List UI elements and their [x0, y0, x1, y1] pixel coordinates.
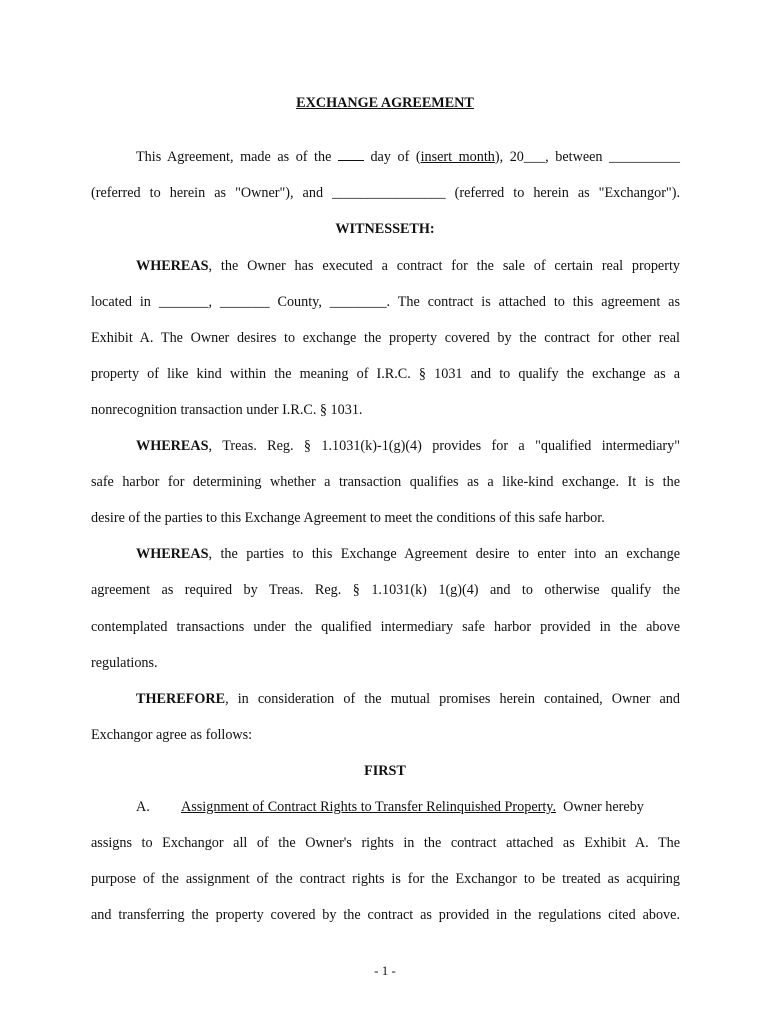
- therefore-line-1: [136, 689, 680, 709]
- whereas-2-line-1: [136, 436, 680, 456]
- section-a-line-3: purpose of the assignment of the contract rights is for the Exchangor to be treated as acquiring: [91, 871, 680, 887]
- therefore-keyword: THEREFORE: [136, 691, 226, 707]
- section-a-line-2: assigns to Exchangor all of the Owner's rights in the contract attached as Exhibit A. The: [91, 835, 680, 851]
- intro-text: day of (: [363, 149, 421, 165]
- whereas-text: , Treas. Reg. § 1.1031(k)-1(g)(4) provides for a "qualified intermediary": [208, 438, 680, 454]
- whereas-keyword: WHEREAS: [136, 438, 209, 454]
- witnesseth-heading: WITNESSETH:: [335, 221, 435, 237]
- day-blank: [338, 148, 364, 161]
- intro-line-2: (referred to herein as "Owner"), and ________________ (referred to herein as "Exchangor").: [91, 185, 680, 201]
- first-heading: FIRST: [364, 763, 406, 779]
- whereas-1-line-3: Exhibit A. The Owner desires to exchange the property covered by the contract for other real: [91, 330, 680, 346]
- section-a-number: A.: [136, 799, 150, 815]
- page-number: - 1 -: [374, 963, 396, 978]
- insert-month-placeholder: insert month: [420, 149, 495, 165]
- document-title: EXCHANGE AGREEMENT: [296, 95, 474, 111]
- whereas-text: , the parties to this Exchange Agreement desire to enter into an exchange: [208, 546, 680, 562]
- section-a-line-1: [136, 797, 680, 817]
- whereas-keyword: WHEREAS: [136, 546, 209, 562]
- intro-text: ), 20___, between __________: [494, 149, 680, 165]
- whereas-2-line-3: desire of the parties to this Exchange Agreement to meet the conditions of this safe harbor.: [91, 510, 605, 526]
- whereas-3-line-2: agreement as required by Treas. Reg. § 1.1031(k) 1(g)(4) and to otherwise qualify the: [91, 582, 680, 598]
- section-a-line-4: and transferring the property covered by the contract as provided in the regulations cited above.: [91, 907, 680, 923]
- whereas-1-line-1: [136, 256, 680, 276]
- whereas-keyword: WHEREAS: [136, 258, 209, 274]
- section-a-text: Owner hereby: [556, 799, 644, 815]
- whereas-3-line-1: [136, 544, 680, 564]
- whereas-3-line-3: contemplated transactions under the qualified intermediary safe harbor provided in the above: [91, 619, 680, 635]
- whereas-1-line-5: nonrecognition transaction under I.R.C. § 1031.: [91, 402, 363, 418]
- whereas-1-line-4: property of like kind within the meaning of I.R.C. § 1031 and to qualify the exchange as a: [91, 366, 680, 382]
- therefore-line-2: Exchangor agree as follows:: [91, 727, 253, 743]
- therefore-text: , in consideration of the mutual promises herein contained, Owner and: [225, 691, 680, 707]
- whereas-text: , the Owner has executed a contract for the sale of certain real property: [208, 258, 680, 274]
- section-a-heading: Assignment of Contract Rights to Transfer Relinquished Property.: [181, 799, 557, 815]
- intro-line-1: [136, 147, 680, 167]
- whereas-1-line-2: located in _______, _______ County, ________. The contract is attached to this agreement as: [91, 294, 680, 310]
- intro-text: This Agreement, made as of the: [136, 149, 338, 165]
- whereas-3-line-4: regulations.: [91, 655, 158, 671]
- whereas-2-line-2: safe harbor for determining whether a transaction qualifies as a like-kind exchange. It is the: [91, 474, 680, 490]
